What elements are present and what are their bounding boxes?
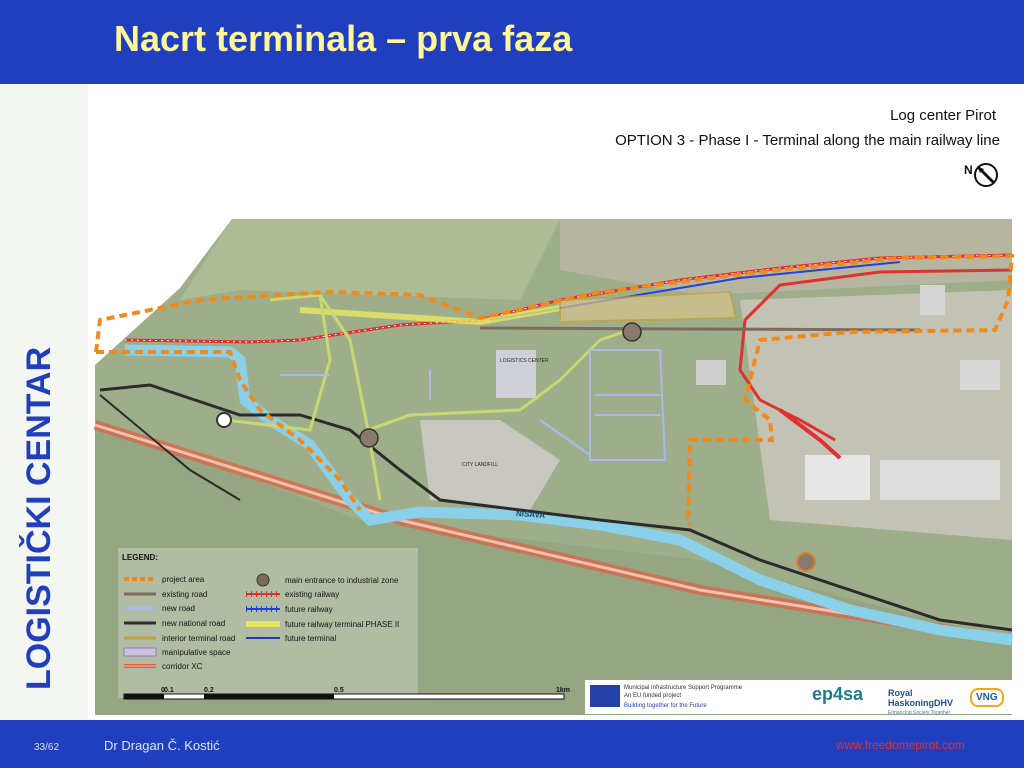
place-label-logistics-center: LOGISTICS CENTER [500, 358, 549, 364]
legend-item-future-terminal: future terminal [285, 634, 337, 643]
eu-slogan-text: Building together for the Future [624, 703, 707, 709]
website-link[interactable]: www.freedomepirot.com [836, 738, 965, 752]
scale-tick-0.5: 0.5 [334, 687, 344, 694]
vng-logo: VNG [970, 688, 1004, 707]
rh-line3: Enhancing Society Together [888, 710, 951, 716]
page-number: 33/62 [34, 742, 60, 753]
scale-tick-0: 0 [161, 687, 165, 694]
legend-item-interior-terminal-road: interior terminal road [162, 634, 236, 643]
legend-item-project-area: project area [162, 575, 205, 584]
legend-item-existing-road: existing road [162, 590, 208, 599]
place-label-city-landfill: CITY LANDFILL [462, 462, 499, 468]
sidebar-vertical-title: LOGISTIČKI CENTAR [20, 346, 58, 690]
eu-flag-logo [590, 685, 620, 707]
legend-item-existing-railway: existing railway [285, 590, 340, 599]
legend-item-main-entrance: main entrance to industrial zone [285, 576, 399, 585]
author-name: Dr Dragan Č. Kostić [104, 738, 220, 753]
legend-item-new-road: new road [162, 604, 195, 613]
scale-tick-0.1: 0.1 [164, 687, 174, 694]
rh-line2: HaskoningDHV [888, 698, 954, 708]
scale-tick-1km: 1km [556, 687, 571, 694]
ep4sa-logo: ep4sa [812, 684, 864, 704]
eu-funded-text: An EU funded project [624, 693, 682, 699]
royal-haskoning-logo [888, 688, 953, 718]
river-label: NIŠAVA [515, 508, 546, 521]
legend-item-new-national-road: new national road [162, 619, 226, 628]
eu-programme-text: Municipal Infrastructure Support Programme [624, 685, 743, 691]
north-label: N [964, 163, 973, 177]
legend-item-manipulative-space: manipulative space [162, 648, 231, 657]
map-title: Log center Pirot [890, 107, 996, 124]
legend-title: LEGEND: [122, 553, 158, 562]
page-title: Nacrt terminala – prva faza [114, 18, 573, 59]
map-subtitle: OPTION 3 - Phase I - Terminal along the main railway line [615, 132, 1000, 149]
legend-item-future-railway: future railway [285, 605, 333, 614]
scale-tick-0.2: 0.2 [204, 687, 214, 694]
legend-item-corridor-xc: corridor XC [162, 662, 203, 671]
rh-line1: Royal [888, 688, 913, 698]
legend-item-future-railway-terminal-phase-ii: future railway terminal PHASE II [285, 620, 400, 629]
